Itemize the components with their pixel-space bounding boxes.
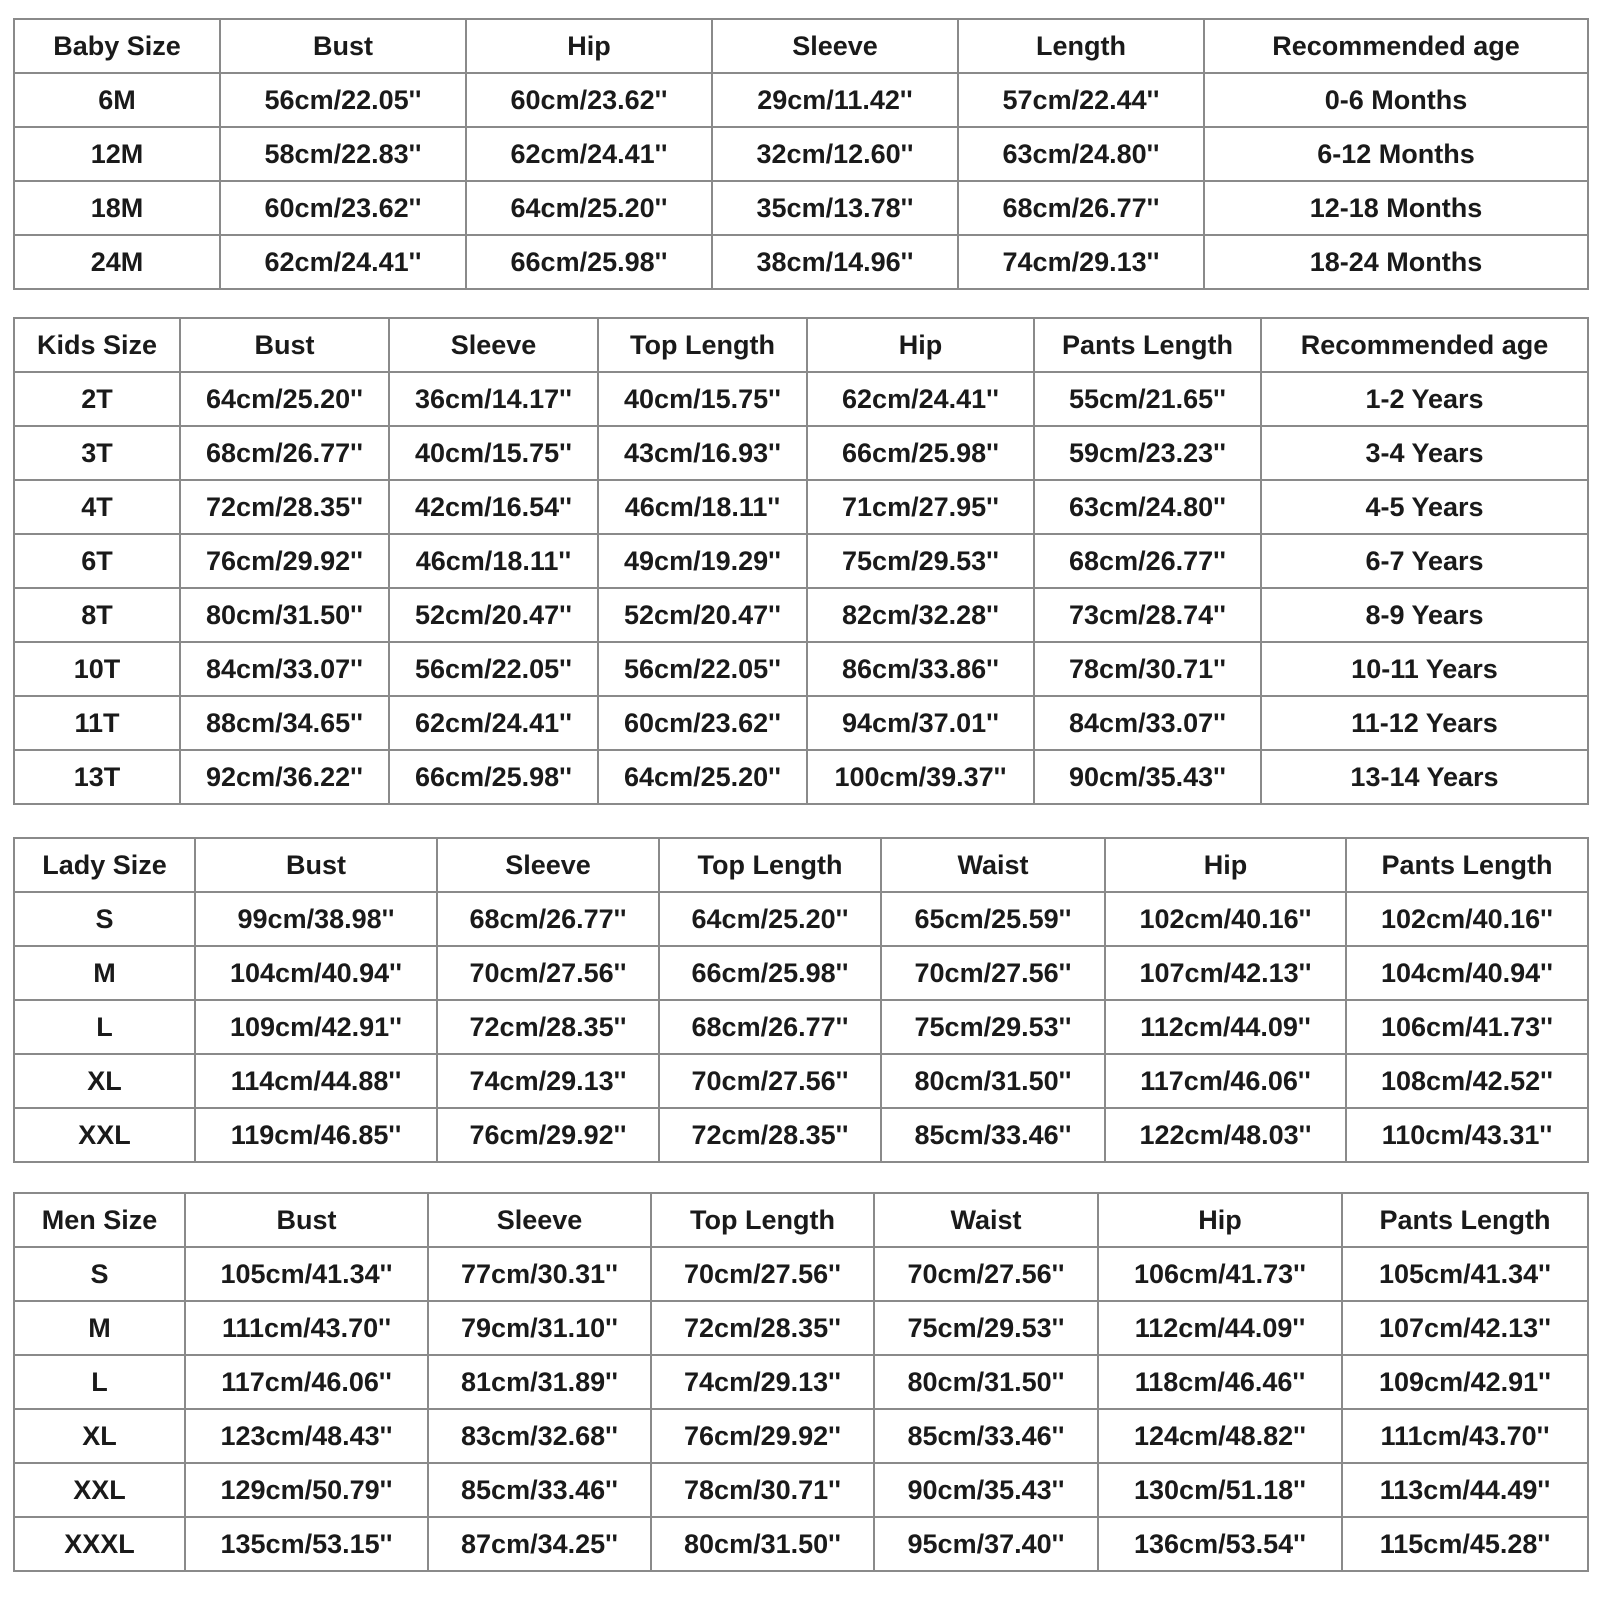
column-header: Pants Length <box>1034 318 1261 372</box>
size-label-cell: XL <box>14 1409 185 1463</box>
measurement-cell: 60cm/23.62'' <box>220 181 466 235</box>
table-row <box>14 696 1588 750</box>
measurement-cell: 111cm/43.70'' <box>1342 1409 1588 1463</box>
measurement-cell: 117cm/46.06'' <box>1105 1054 1346 1108</box>
measurement-cell: 75cm/29.53'' <box>881 1000 1105 1054</box>
column-header: Bust <box>185 1193 428 1247</box>
table-row <box>14 588 1588 642</box>
measurement-cell: 64cm/25.20'' <box>659 892 881 946</box>
column-header: Pants Length <box>1342 1193 1588 1247</box>
measurement-cell: 122cm/48.03'' <box>1105 1108 1346 1162</box>
table-row <box>14 372 1588 426</box>
measurement-cell: 80cm/31.50'' <box>180 588 389 642</box>
measurement-cell: 68cm/26.77'' <box>437 892 659 946</box>
column-header: Top Length <box>651 1193 874 1247</box>
measurement-cell: 81cm/31.89'' <box>428 1355 651 1409</box>
size-label-cell: L <box>14 1355 185 1409</box>
measurement-cell: 70cm/27.56'' <box>651 1247 874 1301</box>
measurement-cell: 46cm/18.11'' <box>598 480 807 534</box>
measurement-cell: 90cm/35.43'' <box>1034 750 1261 804</box>
size-label-cell: XXL <box>14 1463 185 1517</box>
measurement-cell: 56cm/22.05'' <box>389 642 598 696</box>
size-label-cell: 13T <box>14 750 180 804</box>
measurement-cell: 73cm/28.74'' <box>1034 588 1261 642</box>
measurement-cell: 107cm/42.13'' <box>1342 1301 1588 1355</box>
measurement-cell: 56cm/22.05'' <box>220 73 466 127</box>
table-row <box>14 1054 1588 1108</box>
measurement-cell: 109cm/42.91'' <box>1342 1355 1588 1409</box>
measurement-cell: 62cm/24.41'' <box>220 235 466 289</box>
measurement-cell: 29cm/11.42'' <box>712 73 958 127</box>
measurement-cell: 6-12 Months <box>1204 127 1588 181</box>
measurement-cell: 118cm/46.46'' <box>1098 1355 1342 1409</box>
header-row <box>14 318 1588 372</box>
measurement-cell: 40cm/15.75'' <box>598 372 807 426</box>
measurement-cell: 74cm/29.13'' <box>651 1355 874 1409</box>
measurement-cell: 115cm/45.28'' <box>1342 1517 1588 1571</box>
measurement-cell: 68cm/26.77'' <box>958 181 1204 235</box>
measurement-cell: 112cm/44.09'' <box>1105 1000 1346 1054</box>
table-row <box>14 1517 1588 1571</box>
measurement-cell: 86cm/33.86'' <box>807 642 1034 696</box>
table-row <box>14 235 1588 289</box>
measurement-cell: 64cm/25.20'' <box>466 181 712 235</box>
column-header: Sleeve <box>389 318 598 372</box>
measurement-cell: 102cm/40.16'' <box>1346 892 1588 946</box>
measurement-cell: 114cm/44.88'' <box>195 1054 437 1108</box>
measurement-cell: 49cm/19.29'' <box>598 534 807 588</box>
size-label-cell: M <box>14 1301 185 1355</box>
measurement-cell: 13-14 Years <box>1261 750 1588 804</box>
measurement-cell: 64cm/25.20'' <box>180 372 389 426</box>
measurement-cell: 62cm/24.41'' <box>807 372 1034 426</box>
measurement-cell: 85cm/33.46'' <box>428 1463 651 1517</box>
column-header: Recommended age <box>1204 19 1588 73</box>
measurement-cell: 66cm/25.98'' <box>807 426 1034 480</box>
size-label-cell: 11T <box>14 696 180 750</box>
kids-size-table <box>13 317 1589 805</box>
measurement-cell: 72cm/28.35'' <box>180 480 389 534</box>
column-header: Length <box>958 19 1204 73</box>
size-label-cell: M <box>14 946 195 1000</box>
measurement-cell: 11-12 Years <box>1261 696 1588 750</box>
measurement-cell: 32cm/12.60'' <box>712 127 958 181</box>
column-header: Hip <box>1098 1193 1342 1247</box>
size-label-cell: XXXL <box>14 1517 185 1571</box>
measurement-cell: 76cm/29.92'' <box>180 534 389 588</box>
measurement-cell: 76cm/29.92'' <box>437 1108 659 1162</box>
measurement-cell: 46cm/18.11'' <box>389 534 598 588</box>
measurement-cell: 107cm/42.13'' <box>1105 946 1346 1000</box>
measurement-cell: 70cm/27.56'' <box>659 1054 881 1108</box>
measurement-cell: 36cm/14.17'' <box>389 372 598 426</box>
measurement-cell: 63cm/24.80'' <box>958 127 1204 181</box>
measurement-cell: 109cm/42.91'' <box>195 1000 437 1054</box>
table-row <box>14 73 1588 127</box>
column-header: Baby Size <box>14 19 220 73</box>
measurement-cell: 68cm/26.77'' <box>180 426 389 480</box>
measurement-cell: 0-6 Months <box>1204 73 1588 127</box>
column-header: Lady Size <box>14 838 195 892</box>
column-header: Kids Size <box>14 318 180 372</box>
column-header: Men Size <box>14 1193 185 1247</box>
measurement-cell: 59cm/23.23'' <box>1034 426 1261 480</box>
measurement-cell: 8-9 Years <box>1261 588 1588 642</box>
measurement-cell: 66cm/25.98'' <box>659 946 881 1000</box>
measurement-cell: 10-11 Years <box>1261 642 1588 696</box>
measurement-cell: 79cm/31.10'' <box>428 1301 651 1355</box>
measurement-cell: 55cm/21.65'' <box>1034 372 1261 426</box>
table-row <box>14 642 1588 696</box>
measurement-cell: 72cm/28.35'' <box>437 1000 659 1054</box>
table-row <box>14 1301 1588 1355</box>
measurement-cell: 84cm/33.07'' <box>180 642 389 696</box>
size-label-cell: L <box>14 1000 195 1054</box>
size-label-cell: 24M <box>14 235 220 289</box>
measurement-cell: 68cm/26.77'' <box>1034 534 1261 588</box>
measurement-cell: 60cm/23.62'' <box>598 696 807 750</box>
measurement-cell: 66cm/25.98'' <box>389 750 598 804</box>
size-label-cell: S <box>14 1247 185 1301</box>
measurement-cell: 78cm/30.71'' <box>651 1463 874 1517</box>
measurement-cell: 3-4 Years <box>1261 426 1588 480</box>
measurement-cell: 78cm/30.71'' <box>1034 642 1261 696</box>
measurement-cell: 71cm/27.95'' <box>807 480 1034 534</box>
measurement-cell: 1-2 Years <box>1261 372 1588 426</box>
measurement-cell: 112cm/44.09'' <box>1098 1301 1342 1355</box>
size-label-cell: 4T <box>14 480 180 534</box>
table-row <box>14 1409 1588 1463</box>
table-row <box>14 127 1588 181</box>
measurement-cell: 66cm/25.98'' <box>466 235 712 289</box>
measurement-cell: 84cm/33.07'' <box>1034 696 1261 750</box>
measurement-cell: 90cm/35.43'' <box>874 1463 1098 1517</box>
measurement-cell: 4-5 Years <box>1261 480 1588 534</box>
measurement-cell: 99cm/38.98'' <box>195 892 437 946</box>
measurement-cell: 136cm/53.54'' <box>1098 1517 1342 1571</box>
measurement-cell: 35cm/13.78'' <box>712 181 958 235</box>
column-header: Top Length <box>659 838 881 892</box>
measurement-cell: 95cm/37.40'' <box>874 1517 1098 1571</box>
measurement-cell: 57cm/22.44'' <box>958 73 1204 127</box>
measurement-cell: 70cm/27.56'' <box>437 946 659 1000</box>
measurement-cell: 105cm/41.34'' <box>1342 1247 1588 1301</box>
column-header: Waist <box>874 1193 1098 1247</box>
table-row <box>14 181 1588 235</box>
column-header: Bust <box>195 838 437 892</box>
men-size-table <box>13 1192 1589 1572</box>
measurement-cell: 88cm/34.65'' <box>180 696 389 750</box>
measurement-cell: 6-7 Years <box>1261 534 1588 588</box>
measurement-cell: 80cm/31.50'' <box>651 1517 874 1571</box>
measurement-cell: 76cm/29.92'' <box>651 1409 874 1463</box>
measurement-cell: 108cm/42.52'' <box>1346 1054 1588 1108</box>
column-header: Waist <box>881 838 1105 892</box>
measurement-cell: 117cm/46.06'' <box>185 1355 428 1409</box>
size-label-cell: XXL <box>14 1108 195 1162</box>
measurement-cell: 75cm/29.53'' <box>807 534 1034 588</box>
measurement-cell: 62cm/24.41'' <box>466 127 712 181</box>
column-header: Sleeve <box>428 1193 651 1247</box>
baby-size-table <box>13 18 1589 290</box>
measurement-cell: 104cm/40.94'' <box>195 946 437 1000</box>
size-label-cell: S <box>14 892 195 946</box>
measurement-cell: 64cm/25.20'' <box>598 750 807 804</box>
measurement-cell: 72cm/28.35'' <box>659 1108 881 1162</box>
size-label-cell: 2T <box>14 372 180 426</box>
table-row <box>14 534 1588 588</box>
measurement-cell: 106cm/41.73'' <box>1346 1000 1588 1054</box>
measurement-cell: 104cm/40.94'' <box>1346 946 1588 1000</box>
measurement-cell: 70cm/27.56'' <box>874 1247 1098 1301</box>
measurement-cell: 70cm/27.56'' <box>881 946 1105 1000</box>
measurement-cell: 111cm/43.70'' <box>185 1301 428 1355</box>
measurement-cell: 80cm/31.50'' <box>881 1054 1105 1108</box>
column-header: Sleeve <box>437 838 659 892</box>
size-label-cell: 18M <box>14 181 220 235</box>
measurement-cell: 87cm/34.25'' <box>428 1517 651 1571</box>
measurement-cell: 74cm/29.13'' <box>437 1054 659 1108</box>
measurement-cell: 42cm/16.54'' <box>389 480 598 534</box>
measurement-cell: 106cm/41.73'' <box>1098 1247 1342 1301</box>
measurement-cell: 92cm/36.22'' <box>180 750 389 804</box>
measurement-cell: 56cm/22.05'' <box>598 642 807 696</box>
measurement-cell: 63cm/24.80'' <box>1034 480 1261 534</box>
measurement-cell: 124cm/48.82'' <box>1098 1409 1342 1463</box>
measurement-cell: 105cm/41.34'' <box>185 1247 428 1301</box>
measurement-cell: 83cm/32.68'' <box>428 1409 651 1463</box>
measurement-cell: 62cm/24.41'' <box>389 696 598 750</box>
column-header: Pants Length <box>1346 838 1588 892</box>
size-label-cell: 12M <box>14 127 220 181</box>
column-header: Hip <box>807 318 1034 372</box>
measurement-cell: 135cm/53.15'' <box>185 1517 428 1571</box>
measurement-cell: 77cm/30.31'' <box>428 1247 651 1301</box>
measurement-cell: 85cm/33.46'' <box>874 1409 1098 1463</box>
measurement-cell: 12-18 Months <box>1204 181 1588 235</box>
measurement-cell: 52cm/20.47'' <box>389 588 598 642</box>
table-row <box>14 480 1588 534</box>
measurement-cell: 130cm/51.18'' <box>1098 1463 1342 1517</box>
column-header: Recommended age <box>1261 318 1588 372</box>
table-row <box>14 1000 1588 1054</box>
measurement-cell: 94cm/37.01'' <box>807 696 1034 750</box>
measurement-cell: 18-24 Months <box>1204 235 1588 289</box>
measurement-cell: 68cm/26.77'' <box>659 1000 881 1054</box>
table-row <box>14 1247 1588 1301</box>
header-row <box>14 838 1588 892</box>
size-label-cell: XL <box>14 1054 195 1108</box>
measurement-cell: 52cm/20.47'' <box>598 588 807 642</box>
measurement-cell: 60cm/23.62'' <box>466 73 712 127</box>
size-label-cell: 3T <box>14 426 180 480</box>
lady-size-table <box>13 837 1589 1163</box>
measurement-cell: 72cm/28.35'' <box>651 1301 874 1355</box>
measurement-cell: 123cm/48.43'' <box>185 1409 428 1463</box>
measurement-cell: 74cm/29.13'' <box>958 235 1204 289</box>
column-header: Bust <box>220 19 466 73</box>
measurement-cell: 75cm/29.53'' <box>874 1301 1098 1355</box>
table-row <box>14 750 1588 804</box>
size-label-cell: 8T <box>14 588 180 642</box>
column-header: Sleeve <box>712 19 958 73</box>
measurement-cell: 113cm/44.49'' <box>1342 1463 1588 1517</box>
measurement-cell: 129cm/50.79'' <box>185 1463 428 1517</box>
column-header: Top Length <box>598 318 807 372</box>
table-row <box>14 1355 1588 1409</box>
table-row <box>14 1108 1588 1162</box>
measurement-cell: 119cm/46.85'' <box>195 1108 437 1162</box>
column-header: Hip <box>1105 838 1346 892</box>
table-row <box>14 426 1588 480</box>
header-row <box>14 19 1588 73</box>
header-row <box>14 1193 1588 1247</box>
measurement-cell: 102cm/40.16'' <box>1105 892 1346 946</box>
measurement-cell: 82cm/32.28'' <box>807 588 1034 642</box>
column-header: Hip <box>466 19 712 73</box>
size-label-cell: 6M <box>14 73 220 127</box>
measurement-cell: 40cm/15.75'' <box>389 426 598 480</box>
measurement-cell: 38cm/14.96'' <box>712 235 958 289</box>
measurement-cell: 80cm/31.50'' <box>874 1355 1098 1409</box>
table-row <box>14 892 1588 946</box>
column-header: Bust <box>180 318 389 372</box>
measurement-cell: 100cm/39.37'' <box>807 750 1034 804</box>
size-label-cell: 10T <box>14 642 180 696</box>
table-row <box>14 946 1588 1000</box>
measurement-cell: 110cm/43.31'' <box>1346 1108 1588 1162</box>
table-row <box>14 1463 1588 1517</box>
measurement-cell: 65cm/25.59'' <box>881 892 1105 946</box>
size-label-cell: 6T <box>14 534 180 588</box>
measurement-cell: 85cm/33.46'' <box>881 1108 1105 1162</box>
measurement-cell: 58cm/22.83'' <box>220 127 466 181</box>
measurement-cell: 43cm/16.93'' <box>598 426 807 480</box>
